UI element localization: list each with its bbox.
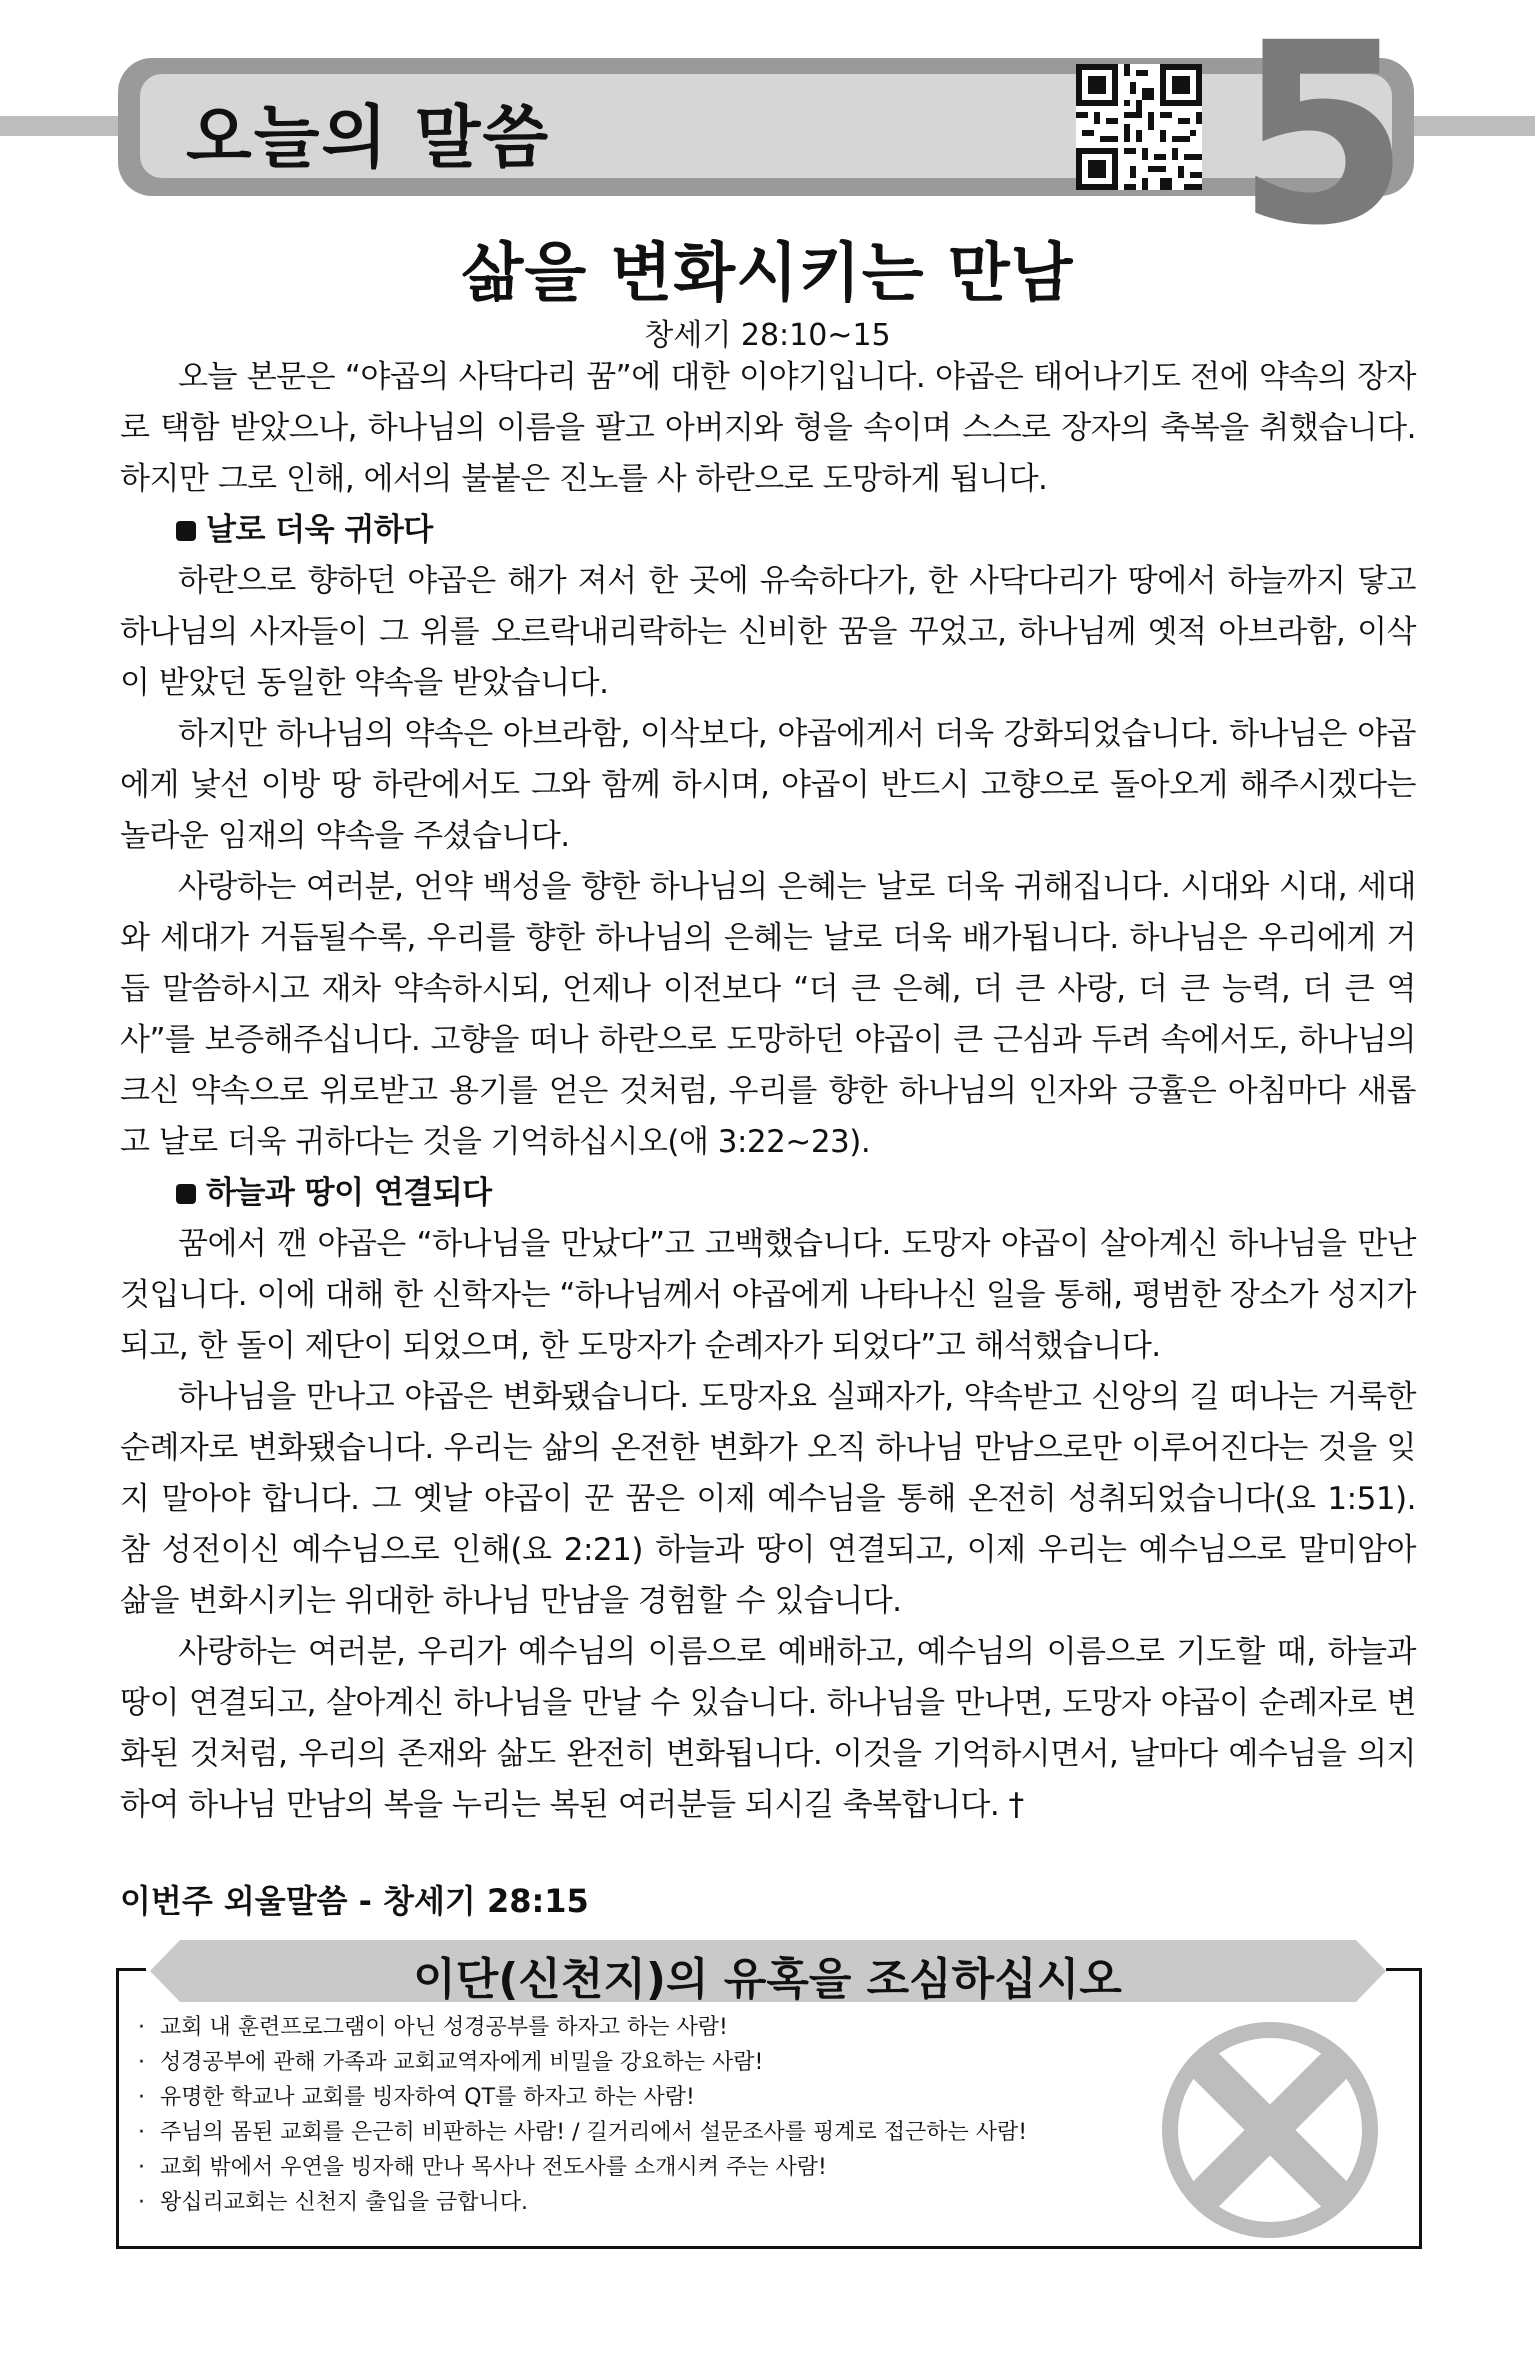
weekly-memory-verse: 이번주 외울말씀 - 창세기 28:15 <box>120 1882 589 1920</box>
paragraph: 하지만 하나님의 약속은 아브라함, 이삭보다, 야곱에게서 더욱 강화되었습니다. 하나님은 야곱에게 낯선 이방 땅 하란에서도 그와 함께 하시며, 야곱이 반드시 고향으로 돌아오게 해주시겠다는 놀라운 임재의 약속을 주셨습니다. <box>120 716 1416 854</box>
subheading <box>120 1168 1416 1219</box>
warning-list <box>138 2010 1138 2220</box>
page-number: 5 <box>1236 0 1410 280</box>
sermon-body <box>120 352 1416 1831</box>
list-item: · 교회 밖에서 우연을 빙자해 만나 목사나 전도사를 소개시켜 주는 사람! <box>138 2150 1138 2185</box>
subheading-text: 날로 더욱 귀하다 <box>206 512 433 548</box>
square-bullet-icon <box>176 1184 196 1204</box>
list-item: · 성경공부에 관해 가족과 교회교역자에게 비밀을 강요하는 사람! <box>138 2045 1138 2080</box>
warning-title: 이단(신천지)의 유혹을 조심하십시오 <box>413 1954 1122 2005</box>
qr-code-icon[interactable] <box>1076 64 1202 190</box>
section-title: 오늘의 말씀 <box>186 99 551 178</box>
subheading <box>120 505 1416 556</box>
list-item: · 유명한 학교나 교회를 빙자하여 QT를 하자고 하는 사람! <box>138 2080 1138 2115</box>
paragraph: 사랑하는 여러분, 우리가 예수님의 이름으로 예배하고, 예수님의 이름으로 기도할 때, 하늘과 땅이 연결되고, 살아계신 하나님을 만날 수 있습니다. 하나님을 만나면, 도망자 야곱이 순례자로 변화된 것처럼, 우리의 존재와 삶도 완전히 변화됩니다. 이것을 기억하시면서, 날마다 예수님을 의지하여 하나님 만남의 복을 누리는 복된 여러분들 되시길 축복합니다. † <box>120 1634 1416 1823</box>
list-item: · 왕십리교회는 신천지 출입을 금합니다. <box>138 2185 1138 2220</box>
paragraph: 오늘 본문은 “야곱의 사닥다리 꿈”에 대한 이야기입니다. 야곱은 태어나기도 전에 약속의 장자로 택함 받았으나, 하나님의 이름을 팔고 아버지와 형을 속이며 스스로 장자의 축복을 취했습니다. 하지만 그로 인해, 에서의 불붙은 진노를 사 하란으로 도망하게 됩니다. <box>120 359 1416 497</box>
paragraph: 하란으로 향하던 야곱은 해가 져서 한 곳에 유숙하다가, 한 사닥다리가 땅에서 하늘까지 닿고 하나님의 사자들이 그 위를 오르락내리락하는 신비한 꿈을 꾸었고, 하나님께 옛적 아브라함, 이삭이 받았던 동일한 약속을 받았습니다. <box>120 563 1416 701</box>
sermon-title: 삶을 변화시키는 만남 <box>461 237 1074 311</box>
paragraph: 꿈에서 깬 야곱은 “하나님을 만났다”고 고백했습니다. 도망자 야곱이 살아계신 하나님을 만난 것입니다. 이에 대해 한 신학자는 “하나님께서 야곱에게 나타나신 일을 통해, 평범한 장소가 성지가 되고, 한 돌이 제단이 되었으며, 한 도망자가 순례자가 되었다”고 해석했습니다. <box>120 1226 1416 1364</box>
square-bullet-icon <box>176 521 196 541</box>
paragraph: 사랑하는 여러분, 언약 백성을 향한 하나님의 은혜는 날로 더욱 귀해집니다. 시대와 시대, 세대와 세대가 거듭될수록, 우리를 향한 하나님의 은혜는 날로 더욱 배가됩니다. 하나님은 우리에게 거듭 말씀하시고 재차 약속하시되, 언제나 이전보다 “더 큰 은혜, 더 큰 사랑, 더 큰 능력, 더 큰 역사”를 보증해주십니다. 고향을 떠나 하란으로 도망하던 야곱이 큰 근심과 두려 속에서도, 하나님의 크신 약속으로 위로받고 용기를 얻은 것처럼, 우리를 향한 하나님의 인자와 긍휼은 아침마다 새롭고 날로 더욱 귀하다는 것을 기억하십시오(애 3:22~23). <box>120 869 1416 1160</box>
list-item: · 교회 내 훈련프로그램이 아닌 성경공부를 하자고 하는 사람! <box>138 2010 1138 2045</box>
subheading-text: 하늘과 땅이 연결되다 <box>206 1175 492 1211</box>
list-item: · 주님의 몸된 교회를 은근히 비판하는 사람! / 길거리에서 설문조사를 핑계로 접근하는 사람! <box>138 2115 1138 2150</box>
prohibited-x-icon <box>1160 2020 1380 2240</box>
paragraph: 하나님을 만나고 야곱은 변화됐습니다. 도망자요 실패자가, 약속받고 신앙의 길 떠나는 거룩한 순례자로 변화됐습니다. 우리는 삶의 온전한 변화가 오직 하나님 만남으로만 이루어진다는 것을 잊지 말아야 합니다. 그 옛날 야곱이 꾼 꿈은 이제 예수님을 통해 온전히 성취되었습니다(요 1:51). 참 성전이신 예수님으로 인해(요 2:21) 하늘과 땅이 연결되고, 이제 우리는 예수님으로 말미암아 삶을 변화시키는 위대한 하나님 만남을 경험할 수 있습니다. <box>120 1379 1416 1619</box>
scripture-reference: 창세기 28:10~15 <box>644 318 891 353</box>
